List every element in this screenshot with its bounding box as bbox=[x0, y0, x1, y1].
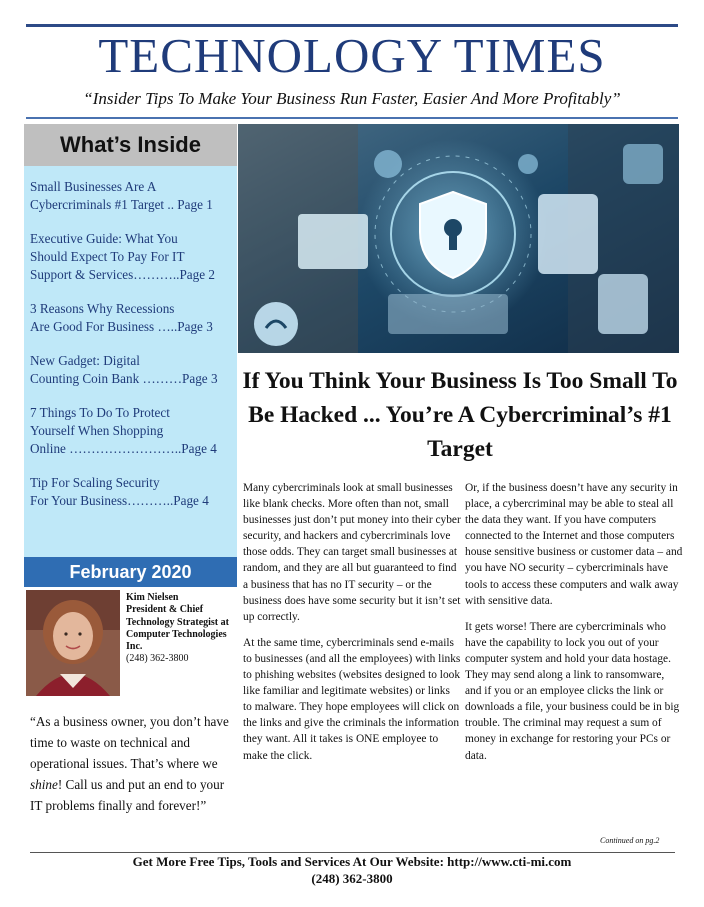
author-phone: (248) 362-3800 bbox=[126, 653, 189, 665]
toc-item[interactable]: 7 Things To Do To Protect Yourself When Shopping Online ……………………..Page 4 bbox=[30, 405, 217, 456]
toc-item[interactable]: Tip For Scaling Security For Your Business………..Page 4 bbox=[30, 475, 209, 508]
footer-phone: (248) 362-3800 bbox=[311, 871, 393, 886]
article-paragraph: Or, if the business doesn’t have any security in place, a cybercriminal may be able to steal all the data they want. If you have computers connected to the Internet and those computers house sensitive business or customer data – and you have NO security – cybercriminals have tools to access these computers and walk away with sensitive data. bbox=[465, 482, 683, 607]
author-title: President & Chief Technology Strategist at Computer Technologies Inc. bbox=[126, 604, 229, 653]
quote-text: “As a business owner, you don’t have time to waste on technical and operational issues. That’s where we bbox=[30, 714, 229, 771]
table-of-contents bbox=[24, 166, 237, 510]
owner-quote bbox=[30, 711, 235, 816]
cybersecurity-hero-image bbox=[238, 124, 679, 353]
quote-emphasis: shine bbox=[30, 777, 58, 792]
footer-website-line[interactable]: Get More Free Tips, Tools and Services At Our Website: http://www.cti-mi.com bbox=[132, 854, 572, 869]
author-name: Kim Nielsen bbox=[126, 592, 179, 603]
toc-item[interactable]: 3 Reasons Why Recessions Are Good For Business …..Page 3 bbox=[30, 301, 213, 334]
author-photo bbox=[26, 590, 120, 696]
quote-text-end: ! Call us and put an end to your IT problems finally and forever!” bbox=[30, 777, 225, 813]
author-bio bbox=[126, 592, 238, 666]
whats-inside-heading: What’s Inside bbox=[24, 124, 237, 166]
article-paragraph: Many cybercriminals look at small businesses like blank checks. More often than not, small businesses just don’t put money into their cyber security, and hackers and cybercriminals love those odds. They can target small businesses at random, and they are all but guaranteed to find a business that has no IT security – or the business does have some security but it isn’t set up correctly. bbox=[243, 482, 461, 623]
toc-item[interactable]: Small Businesses Are A Cybercriminals #1 Target .. Page 1 bbox=[30, 179, 213, 212]
article-headline: If You Think Your Business Is Too Small To Be Hacked ... You’re A Cybercriminal’s #1 Target bbox=[242, 368, 678, 462]
top-rule bbox=[26, 24, 678, 27]
toc-item[interactable]: Executive Guide: What You Should Expect To Pay For IT Support & Services………..Page 2 bbox=[30, 231, 215, 282]
footer bbox=[26, 853, 678, 887]
article-column-left bbox=[243, 480, 461, 774]
article-paragraph: At the same time, cybercriminals send e-mails to businesses (and all the employees) with links to phishing websites (websites designed to look like familiar and legitimate websites) or links to malware. They hope employees will click on the links and give the criminals the information they want. All it takes is ONE employee to make the click. bbox=[243, 636, 461, 762]
issue-month-banner: February 2020 bbox=[24, 557, 237, 587]
toc-item[interactable]: New Gadget: Digital Counting Coin Bank ………Page 3 bbox=[30, 353, 218, 386]
whats-inside-sidebar bbox=[24, 124, 237, 557]
masthead-tagline: “Insider Tips To Make Your Business Run Faster, Easier And More Profitably” bbox=[83, 89, 621, 108]
masthead-rule bbox=[26, 117, 678, 119]
article-column-right bbox=[465, 480, 683, 774]
masthead-title: TECHNOLOGY TIMES bbox=[98, 28, 606, 83]
article-paragraph: It gets worse! There are cybercriminals who have the capability to lock you out of your computer system and hold your data hostage. They may send along a link to ransomware, and if you or an employee clicks the link or downloads a file, your business could be in big trouble. The criminal may request a sum of money in exchange for restoring your PCs or data. bbox=[465, 620, 680, 762]
continued-note: Continued on pg.2 bbox=[600, 836, 660, 845]
